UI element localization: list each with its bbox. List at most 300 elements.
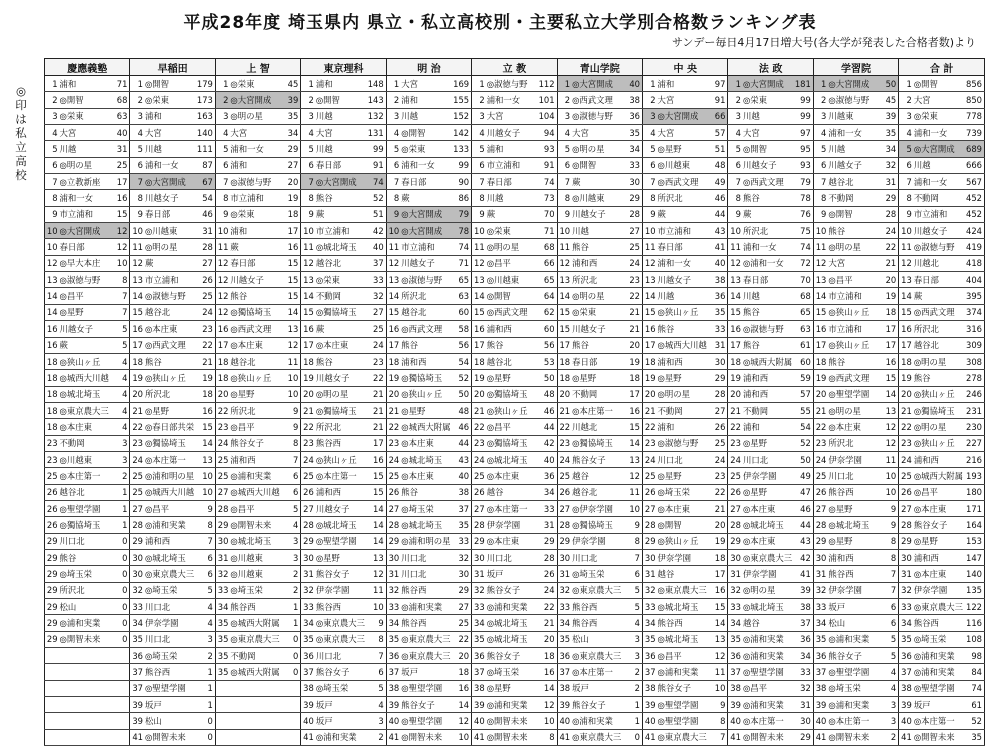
school-cell: ◎東京農大三 (400, 648, 451, 664)
count-cell: 51 (707, 141, 728, 157)
count-cell: 35 (280, 108, 301, 124)
count-cell: 33 (366, 272, 387, 288)
school-cell: ◎栄東 (400, 141, 451, 157)
school-cell: 越谷 (657, 566, 708, 582)
count-cell: 12 (707, 648, 728, 664)
count-cell: 21 (707, 500, 728, 516)
count-cell: 13 (280, 321, 301, 337)
school-cell: 所沢北 (913, 321, 964, 337)
count-cell: 132 (366, 108, 387, 124)
school-cell: ◎狭山ヶ丘 (657, 533, 708, 549)
rank-cell: 26 (386, 484, 400, 500)
school-cell: 浦和西 (315, 484, 366, 500)
school-cell: 浦和西 (742, 370, 793, 386)
rank-cell: 13 (813, 272, 827, 288)
school-cell: 越谷北 (144, 304, 195, 320)
rank-cell: 30 (215, 533, 229, 549)
count-cell: 30 (793, 713, 814, 729)
count-cell: 20 (280, 174, 301, 190)
count-cell: 33 (622, 157, 643, 173)
count-cell: 59 (793, 370, 814, 386)
rank-cell: 23 (386, 435, 400, 451)
side-note-char: 校 (15, 168, 27, 182)
rank-cell: 25 (472, 468, 486, 484)
school-cell: ◎埼玉栄 (144, 648, 195, 664)
school-cell: ◎大宮開成 (315, 174, 366, 190)
count-cell: 31 (537, 517, 558, 533)
count-cell: 29 (280, 141, 301, 157)
school-cell: ◎栄東 (571, 304, 622, 320)
count-cell: 40 (366, 239, 387, 255)
school-cell: ◎獨協埼玉 (400, 370, 451, 386)
school-cell: ◎本庄東 (486, 533, 537, 549)
rank-cell: 19 (386, 370, 400, 386)
rank-cell: 26 (472, 484, 486, 500)
count-cell: 14 (195, 435, 216, 451)
university-header: 東京理科 (301, 59, 386, 76)
rank-cell: 35 (472, 631, 486, 647)
count-cell: 65 (451, 272, 472, 288)
school-cell: 浦和 (59, 76, 110, 92)
rank-cell: 15 (643, 304, 657, 320)
rank-cell: 14 (386, 288, 400, 304)
count-cell: 2 (280, 566, 301, 582)
count-cell: 5 (109, 337, 130, 353)
count-cell: 1 (280, 615, 301, 631)
school-cell: ◎本庄第一 (913, 713, 964, 729)
school-cell: 熊谷 (827, 353, 878, 369)
count-cell: 90 (451, 174, 472, 190)
school-cell: ◎星野 (486, 680, 537, 696)
count-cell: 20 (451, 648, 472, 664)
count-cell: 5 (622, 599, 643, 615)
rank-cell (45, 729, 59, 745)
school-cell: 蕨 (486, 206, 537, 222)
count-cell: 48 (537, 386, 558, 402)
school-cell: ◎狭山ヶ丘 (144, 370, 195, 386)
rank-cell: 36 (472, 648, 486, 664)
rank-cell: 28 (301, 517, 315, 533)
count-cell: 12 (366, 566, 387, 582)
count-cell: 24 (622, 255, 643, 271)
school-cell: ◎本庄第一 (315, 468, 366, 484)
count-cell (109, 648, 130, 664)
rank-cell: 32 (386, 582, 400, 598)
school-cell: 熊谷女子 (315, 566, 366, 582)
count-cell: 148 (366, 76, 387, 92)
school-cell: ◎東京農大三 (742, 549, 793, 565)
rank-cell: 10 (45, 223, 59, 239)
count-cell: 8 (109, 272, 130, 288)
school-cell: 浦和西 (913, 451, 964, 467)
rank-cell: 10 (45, 239, 59, 255)
school-cell: ◎聖望学園 (657, 713, 708, 729)
school-cell: 川越北 (913, 255, 964, 271)
rank-cell: 1 (215, 76, 229, 92)
count-cell: 374 (964, 304, 985, 320)
count-cell: 3 (366, 713, 387, 729)
rank-cell: 40 (899, 713, 913, 729)
count-cell: 4 (878, 664, 899, 680)
rank-cell: 37 (130, 680, 144, 696)
count-cell: 71 (451, 255, 472, 271)
rank-cell: 33 (813, 599, 827, 615)
school-cell: ◎星野 (315, 549, 366, 565)
school-cell: ◎本庄東 (742, 533, 793, 549)
rank-cell: 8 (301, 190, 315, 206)
count-cell: 84 (964, 664, 985, 680)
school-cell: 蕨 (59, 337, 110, 353)
count-cell: 11 (878, 451, 899, 467)
count-cell: 9 (280, 419, 301, 435)
table-row (45, 402, 985, 418)
rank-cell: 4 (728, 125, 742, 141)
count-cell: 49 (793, 468, 814, 484)
count-cell: 7 (878, 582, 899, 598)
count-cell: 21 (537, 615, 558, 631)
school-cell: 不動岡 (59, 435, 110, 451)
school-cell: ◎埼玉栄 (59, 566, 110, 582)
school-cell: ◎本庄東 (400, 468, 451, 484)
rank-cell: 9 (813, 206, 827, 222)
rank-cell: 33 (386, 599, 400, 615)
count-cell: 28 (622, 206, 643, 222)
count-cell: 5 (109, 321, 130, 337)
school-cell: ◎星野 (742, 435, 793, 451)
table-row (45, 549, 985, 565)
rank-cell: 40 (472, 713, 486, 729)
count-cell: 74 (366, 174, 387, 190)
rank-cell: 8 (643, 190, 657, 206)
school-cell: 市立浦和 (400, 239, 451, 255)
page-title: 平成28年度 埼玉県内 県立・私立高校別・主要私立大学別合格数ランキング表 (183, 13, 817, 33)
rank-cell: 35 (899, 631, 913, 647)
count-cell: 37 (451, 500, 472, 516)
rank-cell: 13 (45, 272, 59, 288)
school-cell: 熊谷女子 (571, 697, 622, 713)
table-row (45, 582, 985, 598)
count-cell: 41 (707, 239, 728, 255)
rank-cell: 34 (557, 615, 571, 631)
count-cell: 4 (195, 599, 216, 615)
count-cell: 23 (622, 272, 643, 288)
school-cell: ◎城北埼玉 (486, 451, 537, 467)
count-cell: 850 (964, 92, 985, 108)
count-cell: 8 (707, 713, 728, 729)
school-cell: ◎狭山ヶ丘 (486, 402, 537, 418)
rank-cell: 29 (45, 549, 59, 565)
count-cell: 308 (964, 353, 985, 369)
school-cell: 川口北 (657, 451, 708, 467)
school-cell: ◎昌平 (229, 500, 280, 516)
school-cell: ◎獨協埼玉 (571, 435, 622, 451)
rank-cell: 33 (472, 599, 486, 615)
count-cell: 25 (707, 435, 728, 451)
school-cell: ◎明の星 (827, 239, 878, 255)
rank-cell: 2 (130, 92, 144, 108)
count-cell: 122 (964, 599, 985, 615)
count-cell: 309 (964, 337, 985, 353)
rank-cell: 10 (386, 223, 400, 239)
school-cell: ◎本庄東 (913, 500, 964, 516)
count-cell: 73 (537, 190, 558, 206)
count-cell: 7 (109, 304, 130, 320)
count-cell: 95 (793, 141, 814, 157)
table-row (45, 500, 985, 516)
rank-cell: 10 (557, 223, 571, 239)
count-cell: 40 (537, 451, 558, 467)
school-cell: 越谷 (486, 484, 537, 500)
school-cell: ◎城西大川越 (144, 484, 195, 500)
school-cell: 川越女子 (315, 370, 366, 386)
school-cell: ◎獨協埼玉 (229, 304, 280, 320)
count-cell: 4 (280, 517, 301, 533)
rank-cell: 14 (472, 288, 486, 304)
school-cell: 市立浦和 (827, 288, 878, 304)
school-cell: ◎淑徳与野 (59, 272, 110, 288)
school-cell: ◎城北埼玉 (229, 533, 280, 549)
school-cell: ◎浦和実業 (742, 648, 793, 664)
school-cell: ◎大宮開成 (827, 76, 878, 92)
school-cell: ◎昌平 (486, 419, 537, 435)
school-cell: 川越 (315, 108, 366, 124)
school-cell: 川越女子 (400, 255, 451, 271)
rank-cell: 31 (472, 566, 486, 582)
rank-cell: 18 (899, 353, 913, 369)
school-cell: 熊谷西 (400, 582, 451, 598)
count-cell: 68 (109, 92, 130, 108)
school-cell: 熊谷 (913, 370, 964, 386)
rank-cell: 7 (557, 174, 571, 190)
school-cell: ◎淑徳与野 (144, 288, 195, 304)
school-cell: ◎栄東 (315, 272, 366, 288)
school-cell: 川越女子 (571, 206, 622, 222)
rank-cell: 24 (557, 451, 571, 467)
school-cell: 市立浦和 (486, 157, 537, 173)
rank-cell: 2 (643, 92, 657, 108)
rank-cell: 6 (215, 157, 229, 173)
count-cell: 60 (451, 304, 472, 320)
count-cell: 181 (793, 76, 814, 92)
school-cell: ◎立教新座 (59, 174, 110, 190)
table-row (45, 353, 985, 369)
rank-cell: 8 (813, 190, 827, 206)
school-cell: ◎浦和実業 (742, 697, 793, 713)
private-school-legend (14, 84, 28, 182)
rank-cell: 27 (215, 484, 229, 500)
school-cell: 市立浦和 (827, 321, 878, 337)
table-row (45, 484, 985, 500)
university-header: 上 智 (215, 59, 300, 76)
rank-cell: 36 (130, 648, 144, 664)
count-cell: 1 (195, 680, 216, 696)
school-cell: ◎昌平 (913, 484, 964, 500)
count-cell: 33 (707, 321, 728, 337)
school-cell: ◎埼玉栄 (400, 500, 451, 516)
rank-cell: 26 (45, 500, 59, 516)
rank-cell: 19 (472, 370, 486, 386)
rank-cell: 25 (45, 468, 59, 484)
rank-cell: 14 (45, 304, 59, 320)
rank-cell: 34 (728, 615, 742, 631)
count-cell: 153 (964, 533, 985, 549)
rank-cell: 8 (386, 190, 400, 206)
rank-cell: 22 (472, 419, 486, 435)
count-cell: 2 (109, 468, 130, 484)
rank-cell (45, 648, 59, 664)
school-cell: ◎昌平 (486, 255, 537, 271)
count-cell: 173 (195, 92, 216, 108)
count-cell: 5 (622, 582, 643, 598)
school-cell: 川口北 (315, 648, 366, 664)
rank-cell: 35 (215, 648, 229, 664)
count-cell: 0 (280, 631, 301, 647)
rank-cell: 34 (813, 615, 827, 631)
school-cell: 所沢北 (571, 272, 622, 288)
school-cell: ◎本庄第一 (144, 451, 195, 467)
rank-cell: 25 (301, 468, 315, 484)
rank-cell (215, 729, 229, 745)
rank-cell: 4 (643, 125, 657, 141)
school-cell: ◎本庄東 (144, 321, 195, 337)
count-cell: 28 (878, 206, 899, 222)
count-cell: 424 (964, 223, 985, 239)
rank-cell: 34 (301, 615, 315, 631)
rank-cell: 13 (643, 272, 657, 288)
count-cell: 227 (964, 435, 985, 451)
school-cell: ◎栄東 (742, 92, 793, 108)
school-cell: 坂戸 (827, 599, 878, 615)
rank-cell: 31 (301, 566, 315, 582)
rank-cell: 7 (899, 174, 913, 190)
count-cell: 74 (451, 239, 472, 255)
school-cell: 春日部 (229, 255, 280, 271)
count-cell: 22 (451, 631, 472, 647)
rank-cell: 28 (557, 517, 571, 533)
count-cell: 143 (366, 92, 387, 108)
count-cell: 25 (622, 239, 643, 255)
school-cell: ◎栄東 (229, 206, 280, 222)
count-cell: 216 (964, 451, 985, 467)
ranking-table (44, 58, 985, 746)
rank-cell: 35 (813, 631, 827, 647)
count-cell: 164 (964, 517, 985, 533)
rank-cell: 18 (813, 353, 827, 369)
count-cell: 34 (793, 648, 814, 664)
school-cell: ◎狭山ヶ丘 (913, 435, 964, 451)
university-header: 慶應義塾 (45, 59, 130, 76)
school-cell: 坂戸 (400, 664, 451, 680)
rank-cell: 38 (557, 680, 571, 696)
school-cell: ◎春日部共栄 (144, 419, 195, 435)
rank-cell: 17 (643, 337, 657, 353)
school-cell: 蕨 (229, 239, 280, 255)
school-cell: 浦和一女 (742, 239, 793, 255)
count-cell: 26 (537, 566, 558, 582)
school-cell: ◎開智 (144, 76, 195, 92)
count-cell: 12 (878, 419, 899, 435)
rank-cell: 18 (215, 370, 229, 386)
school-cell: 川口北 (400, 549, 451, 565)
school-cell: ◎星野 (229, 386, 280, 402)
school-cell: ◎淑徳与野 (742, 321, 793, 337)
rank-cell: 29 (386, 533, 400, 549)
rank-cell: 21 (728, 402, 742, 418)
school-cell: 浦和西 (827, 549, 878, 565)
rank-cell: 39 (301, 697, 315, 713)
rank-cell: 8 (899, 190, 913, 206)
school-cell: ◎大宮開成 (400, 206, 451, 222)
school-cell: ◎明の星 (144, 239, 195, 255)
rank-cell: 20 (301, 386, 315, 402)
rank-cell: 17 (301, 337, 315, 353)
school-cell: 春日部 (571, 353, 622, 369)
count-cell: 10 (622, 500, 643, 516)
count-cell: 56 (451, 337, 472, 353)
school-cell: 不動岡 (913, 190, 964, 206)
count-cell: 15 (878, 370, 899, 386)
count-cell: 30 (451, 566, 472, 582)
count-cell: 29 (537, 533, 558, 549)
count-cell: 48 (451, 402, 472, 418)
rank-cell: 16 (813, 321, 827, 337)
rank-cell: 19 (813, 370, 827, 386)
rank-cell: 3 (899, 108, 913, 124)
rank-cell: 20 (643, 386, 657, 402)
school-cell: 大宮 (59, 125, 110, 141)
count-cell: 36 (707, 288, 728, 304)
rank-cell: 24 (215, 435, 229, 451)
count-cell: 7 (195, 533, 216, 549)
rank-cell: 23 (728, 435, 742, 451)
rank-cell: 41 (643, 729, 657, 745)
count-cell: 98 (964, 648, 985, 664)
count-cell: 66 (707, 108, 728, 124)
rank-cell: 37 (813, 664, 827, 680)
rank-cell: 28 (899, 517, 913, 533)
rank-cell: 28 (643, 517, 657, 533)
school-cell: ◎本庄東 (59, 419, 110, 435)
school-cell: 川越女子 (827, 157, 878, 173)
rank-cell: 4 (899, 125, 913, 141)
school-cell: ◎獨協埼玉 (315, 402, 366, 418)
school-cell: 不動岡 (315, 288, 366, 304)
count-cell: 11 (622, 484, 643, 500)
rank-cell: 29 (45, 566, 59, 582)
school-cell: ◎栄東 (144, 92, 195, 108)
rank-cell: 33 (557, 599, 571, 615)
count-cell: 91 (366, 157, 387, 173)
rank-cell: 37 (557, 664, 571, 680)
school-cell: ◎城西大附属 (913, 468, 964, 484)
count-cell: 20 (622, 337, 643, 353)
school-cell: 春日部 (144, 206, 195, 222)
school-cell: ◎開智 (827, 206, 878, 222)
count-cell: 52 (451, 370, 472, 386)
rank-cell: 36 (899, 648, 913, 664)
school-cell: 市立浦和 (657, 223, 708, 239)
rank-cell: 24 (899, 451, 913, 467)
rank-cell: 39 (813, 697, 827, 713)
count-cell: 155 (451, 92, 472, 108)
count-cell: 28 (537, 549, 558, 565)
school-cell: ◎淑徳与野 (827, 92, 878, 108)
rank-cell: 15 (557, 304, 571, 320)
count-cell: 7 (366, 648, 387, 664)
count-cell: 6 (195, 549, 216, 565)
count-cell: 31 (109, 141, 130, 157)
count-cell: 19 (878, 288, 899, 304)
